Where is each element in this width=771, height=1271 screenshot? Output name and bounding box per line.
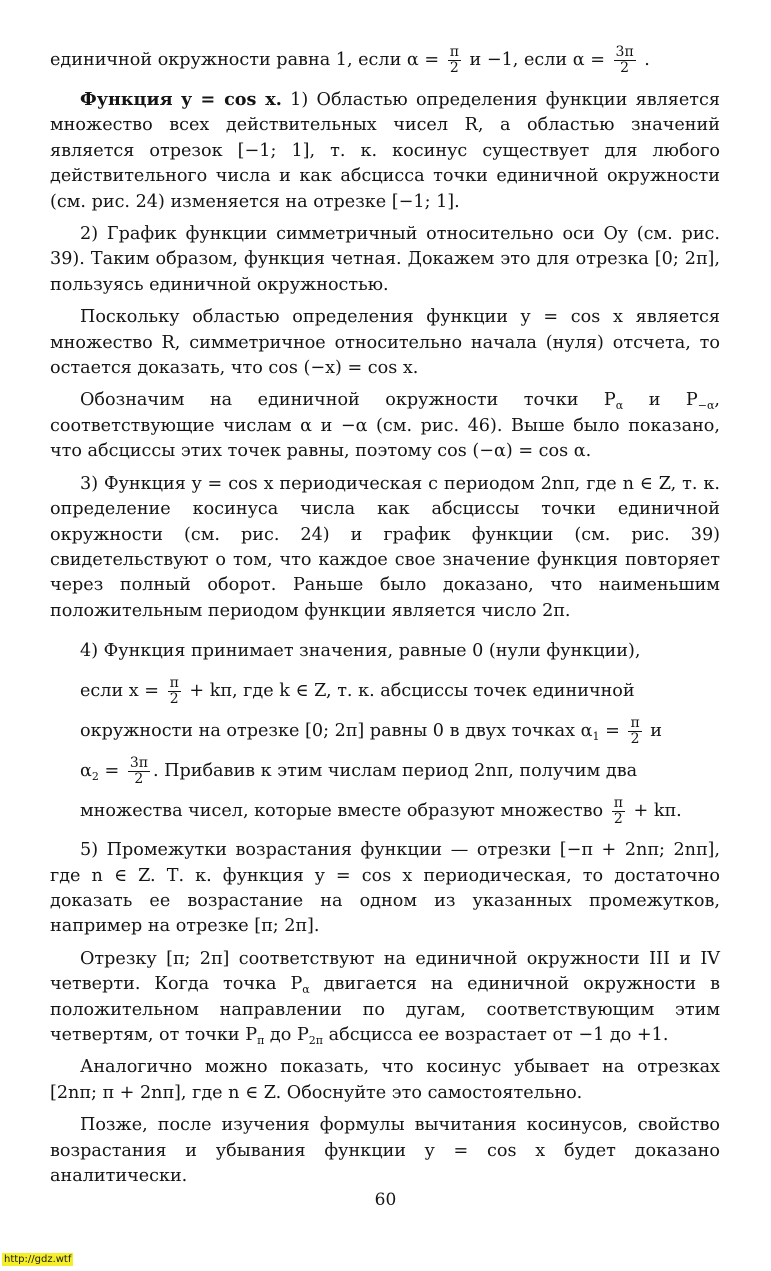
paragraph-7: 5) Промежутки возрастания функции — отрезки [−π + 2nπ; 2nπ], где n ∈ Z. Т. к. функция y = cos x периодическая, то достаточно доказать ее возрастание на одном из указанных промежутков, например на отрезке [π; 2π]. [50, 840, 720, 937]
paragraph-9: Аналогично можно показать, что косинус убывает на отрезках [2nπ; π + 2nπ], где n ∈ Z. Обоснуйте это самостоятельно. [50, 1057, 720, 1103]
page-body [50, 40, 720, 1196]
fraction: $\frac{\pi}{2}$ [169, 674, 179, 707]
page-number: 60 [374, 1190, 397, 1210]
paragraph-8: Отрезку [π; 2π] соответствуют на единичной окружности III и IV четверти. Когда точка $P_\alpha$ двигается на единичной окружности в положительном направлении по дугам, соответствующим этим четвертям, от точки $P_\pi$ до $P_{2\pi}$ абсцисса ее возрастает от −1 до +1. [50, 948, 720, 1047]
fraction: $\frac{3\pi}{2}$ [129, 754, 148, 787]
fraction: $\frac{\pi}{2}$ [449, 43, 459, 76]
fraction: $\frac{\pi}{2}$ [613, 794, 623, 827]
fraction: $\frac{3\pi}{2}$ [615, 43, 634, 76]
section-heading: Функция y = cos x. [80, 89, 282, 110]
paragraph-2: 2) График функции симметричный относительно оси Oy (см. рис. 39). Таким образом, функция четная. Докажем это для отрезка [0; 2π], пользуясь единичной окружностью. [50, 224, 720, 295]
paragraph-0: единичной окружности равна 1, если α = $\frac{\pi}{2}$ и −1, если α = $\frac{3\pi}{2}$ . [50, 43, 650, 76]
watermark-link[interactable]: http://gdz.wtf [4, 1254, 72, 1265]
paragraph-5: 3) Функция y = cos x периодическая с периодом 2nπ, где n ∈ Z, т. к. определение косинуса числа как абсциссы точки единичной окружности (см. рис. 24) и график функции (см. рис. 39) свидетельствуют о том, что каждое свое значение функция повторяет через полный оборот. Раньше было доказано, что наименьшим положительным периодом функции является число 2π. [50, 473, 720, 621]
paragraph-function-heading: Функция y = cos x. 1) Областью определения функции является множество всех действительных чисел R, а областью значений является отрезок [−1; 1], т. к. косинус существует для любого действительного числа и как абсцисса точки единичной окружности (см. рис. 24) изменяется на отрезке [−1; 1]. [50, 89, 720, 212]
fraction: $\frac{\pi}{2}$ [630, 714, 640, 747]
paragraph-4: Обозначим на единичной окружности точки $P_\alpha$ и $P_{-\alpha}$, соответствующие числам α и −α (см. рис. 46). Выше было показано, что абсциссы этих точек равны, поэтому cos (−α) = cos α. [50, 390, 720, 462]
paragraph-zeros: 4) Функция принимает значения, равные 0 (нули функции), если x = $\frac{\pi}{2}$ + kπ, где k ∈ Z, т. к. абсциссы точек единичной окружности на отрезке [0; 2π] равны 0 в двух точках $\alpha_1$ = $\frac{\pi}{2}$ и $\alpha_2$ = $\frac{3\pi}{2}$ . Прибавив к этим числам период 2nπ, получим два множества чисел, которые вместе образуют множество $\frac{\pi}{2}$ + kπ. [80, 641, 682, 827]
paragraph-3: Поскольку областью определения функции y = cos x является множество R, симметричное относительно начала (нуля) отсчета, то остается доказать, что cos (−x) = cos x. [50, 307, 720, 379]
paragraph-10: Позже, после изучения формулы вычитания косинусов, свойство возрастания и убывания функции y = cos x будет доказано аналитически. [50, 1115, 720, 1186]
